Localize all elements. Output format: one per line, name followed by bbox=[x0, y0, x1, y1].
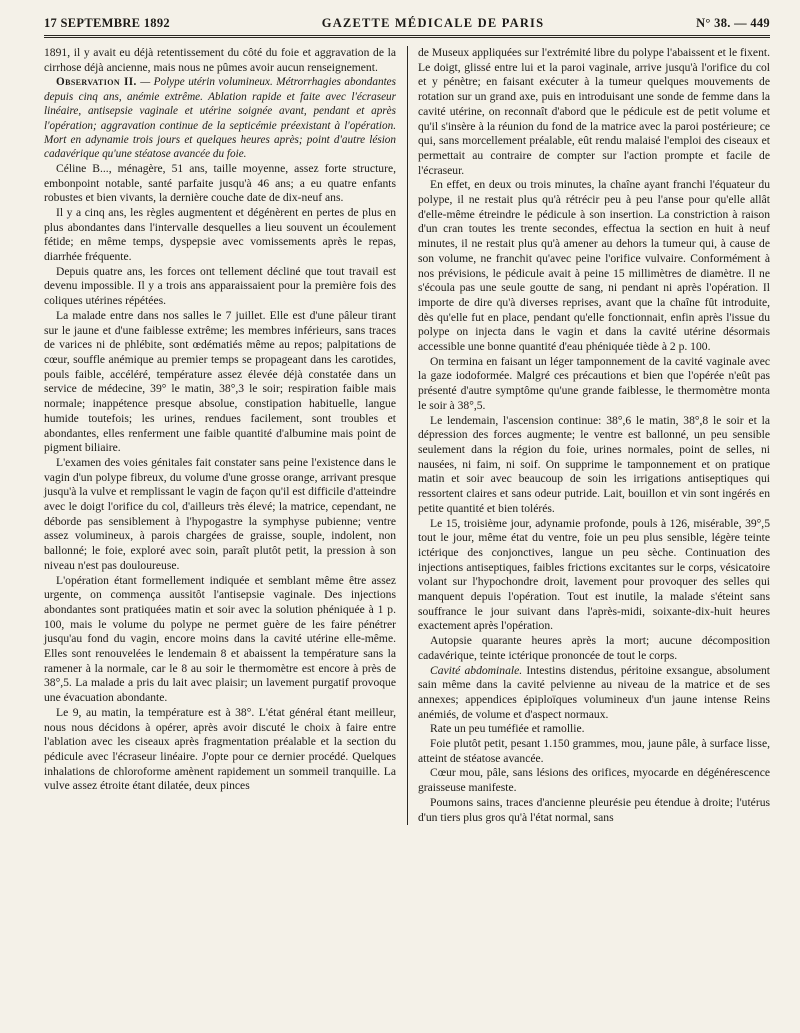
section-label: Cavité abdominale. bbox=[430, 663, 523, 677]
page-header bbox=[44, 16, 770, 31]
text-columns bbox=[44, 46, 770, 825]
paragraph: 1891, il y avait eu déjà retentissement du côté du foie et aggravation de la cirrhose déjà ancienne, mais nous ne pûmes avoir aucun renseignement. bbox=[44, 46, 396, 74]
header-issue: N° 38. — 449 bbox=[696, 16, 770, 30]
left-column bbox=[44, 46, 396, 825]
paragraph: Cœur mou, pâle, sans lésions des orifices, myocarde en dégénérescence graisseuse manifeste. bbox=[418, 766, 770, 795]
paragraph: Céline B..., ménagère, 51 ans, taille moyenne, assez forte structure, embonpoint notable, santé parfaite jusqu'à 46 ans; a eu quatre enfants robustes et bien vivants, la dernière couche date de dix-neuf ans. bbox=[44, 161, 396, 205]
observation-label: Observation II. bbox=[56, 76, 137, 89]
paragraph: Depuis quatre ans, les forces ont tellement décliné que tout travail est devenu impossible. Il y a trois ans apparaissaient pour la première fois des coliques utérines répétées. bbox=[44, 264, 396, 308]
paragraph bbox=[418, 664, 770, 723]
header-rule bbox=[44, 35, 770, 38]
paragraph: En effet, en deux ou trois minutes, la chaîne ayant franchi l'équateur du polype, il ne restait plus qu'à rétrécir peu à peu l'anse pour qu'elle allât d'elle-même étreindre le pédicule à son insertion. La constriction à raison d'un cran toutes les trente secondes, effectua la section en huit à neuf minutes, il ne restait plus qu'à amener au dehors la tumeur qui, à cause de son volume, ne franchit qu'avec peine l'orifice vulvaire. Conformément à nos prévisions, le pédicule avait à peine 15 millimètres de diamètre. Il ne s'écoula pas une seule goutte de sang, ni pendant ni après l'opération. Il importe de dire qu'à diverses reprises, avant que la chaîne fût introduite, dès qu'elle fut en place, pendant qu'elle fonctionnait, enfin après l'issue du polype on injecta dans le vagin et dans la cavité utérine désormais accessible une bonne quantité d'eau phéniquée tiède à 2 p. 100. bbox=[418, 178, 770, 354]
paragraph: Rate un peu tuméfiée et ramollie. bbox=[430, 722, 585, 736]
section-text: Intestins distendus, péritoine exsangue, absolument sain même dans la cavité pelvienne au niveau de la matrice et de ses annexes; appendices épiploïques volumineux d'un jaune intense Reins anémiés, de volume et d'aspect normaux. bbox=[418, 663, 770, 721]
right-column bbox=[418, 46, 770, 825]
paragraph: La malade entre dans nos salles le 7 juillet. Elle est d'une pâleur tirant sur le jaune et d'une faiblesse extrême; les membres inférieurs, sans traces de varices ni de phlébite, sont œdématiés même au repos; palpitations de cœur, souffle anémique au premier temps se propageant dans les carotides, pouls faible, accéléré, température assez élevée déjà constatée dans un service de médecine, 39° le matin, 38°,3 le soir; respiration faible mais normale; inappétence presque absolue, constipation habituelle, langue humide toutefois; les urines, rendues facilement, sont troubles et abondantes, elles renferment une faible quantité d'albumine mais point de pigment biliaire. bbox=[44, 308, 396, 455]
paragraph: Poumons sains, traces d'ancienne pleurésie peu étendue à droite; l'utérus d'un tiers plus gros qu'à l'état normal, sans bbox=[418, 795, 770, 824]
paragraph: L'opération étant formellement indiquée et semblant même être assez urgente, on commença aussitôt l'antisepsie vaginale. Des injections abondantes sont pratiquées matin et soir avec la solution phéniquée à 1 p. 100, mais le volume du polype ne permet guère de les faire pénétrer jusqu'au fond du vagin, encore moins dans la cavité utérine elle-même. Elles sont renouvelées le lendemain 8 et abaissent la température sans la ramener à la normale, car le 8 au soir le thermomètre est encore à près de 38°,5. La malade a pris du lait avec plaisir; un lavement purgatif provoque une évacuation abondante. bbox=[44, 573, 396, 705]
paragraph: Autopsie quarante heures après la mort; aucune décomposition cadavérique, teinte ictérique prononcée de tout le corps. bbox=[418, 634, 770, 662]
paragraph: de Museux appliquées sur l'extrémité libre du polype l'abaissent et le fixent. Le doigt, glissé entre lui et la paroi vaginale, arrive jusqu'à l'orifice du col et y pénètre; en faisant exécuter à la tumeur quelques mouvements de rotation sur un grand axe, puis en introduisant une sonde de femme dans la cavité utérine, on reconnaît d'abord que le pédicule est de petit volume et qu'il s'insère à la réunion du fond de la matrice avec la paroi postérieure; ce qui, sans morcellement préalable, eût rendu malaisé l'emploi des ciseaux et permettait au contraire de compter sur l'action prompte et facile de l'écraseur. bbox=[418, 46, 770, 177]
header-date: 17 SEPTEMBRE 1892 bbox=[44, 16, 170, 30]
observation-text: — Polype utérin volumineux. Métrorrhagies abondantes depuis cinq ans, anémie extrême. Ablation rapide et faite avec l'écraseur linéaire, antisepsie vaginale et utérine soignée avant, pendant et après l'opération; aggravation continue de la septicémie préexistant à l'opération. Mort en adynamie trois jours et quelques heures après; point d'autre lésion cadavérique qu'une stéatose avancée du foie. bbox=[44, 76, 396, 161]
paragraph: Le lendemain, l'ascension continue: 38°,6 le matin, 38°,8 le soir et la dépression des forces augmente; le ventre est ballonné, un peu sensible seulement dans la région du foie, urines normales, point de selles, ni nausées, ni faim, ni soif. On supprime le tamponnement et on pratique matin et soir avec beaucoup de soin les irrigations antiseptiques qui ressortent claires et sans odeur putride. Lait, bouillon et vin sont ingérés en petite quantité et bien tolérés. bbox=[418, 413, 770, 515]
paragraph: On termina en faisant un léger tamponnement de la cavité vaginale avec la gaze iodoformée. Malgré ces précautions et bien que l'opérée n'eût pas présenté d'autre symptôme qu'une grande faiblesse, le thermomètre monta le soir à 38°,5. bbox=[418, 354, 770, 412]
header-title: GAZETTE MÉDICALE DE PARIS bbox=[321, 16, 545, 30]
paragraph: Foie plutôt petit, pesant 1.150 grammes, mou, jaune pâle, à surface lisse, atteint de stéatose avancée. bbox=[418, 737, 770, 765]
paragraph: Il y a cinq ans, les règles augmentent et dégénèrent en pertes de plus en plus abondantes dans l'intervalle desquelles a lieu souvent un écoulement fétide; en même temps, dyspepsie avec vomissements après le repas, diarrhée fréquente. bbox=[44, 205, 396, 264]
observation-summary bbox=[44, 75, 396, 161]
paragraph: Le 9, au matin, la température est à 38°. L'état général étant meilleur, nous nous décidons à opérer, après avoir discuté le choix à faire entre l'ablation avec les ciseaux après fragmentation préalable et la section du pédicule avec l'écraseur linéaire. J'opte pour ce dernier procédé. Quelques inhalations de chloroforme amènent rapidement un sommeil tranquille. La vulve assez étroite étant dilatée, deux pinces bbox=[44, 705, 396, 793]
column-divider bbox=[407, 46, 408, 825]
paragraph: L'examen des voies génitales fait constater sans peine l'existence dans le vagin d'un polype fibreux, du volume d'une grosse orange, arrivant presque jusqu'à la vulve et remplissant le vagin de façon qu'il est difficile d'atteindre avec le doigt l'orifice du col, d'ailleurs très élevé; la matrice, cependant, ne déborde pas sensiblement à l'hypogastre la symphyse pubienne; ventre assez volumineux, à parois chargées de graisse, souple, indolent, non ballonné; le foie, exploré avec soin, paraît plutôt petit, la pression à son niveau n'est pas douloureuse. bbox=[44, 455, 396, 572]
paragraph: Le 15, troisième jour, adynamie profonde, pouls à 126, misérable, 39°,5 tout le jour, même état du ventre, foie un peu plus sensible, légère teinte ictérique des conjonctives, langue un peu sèche. Continuation des injections antiseptiques, faibles frictions excitantes sur le corps, vésicatoire volant sur l'hypochondre droit, lavement pour provoquer des selles qui manquent depuis l'opération. Tout est inutile, la malade s'éteint sans souffrance le jour suivant dans l'après-midi, soixante-dix-huit heures exactement après l'opération. bbox=[418, 516, 770, 633]
